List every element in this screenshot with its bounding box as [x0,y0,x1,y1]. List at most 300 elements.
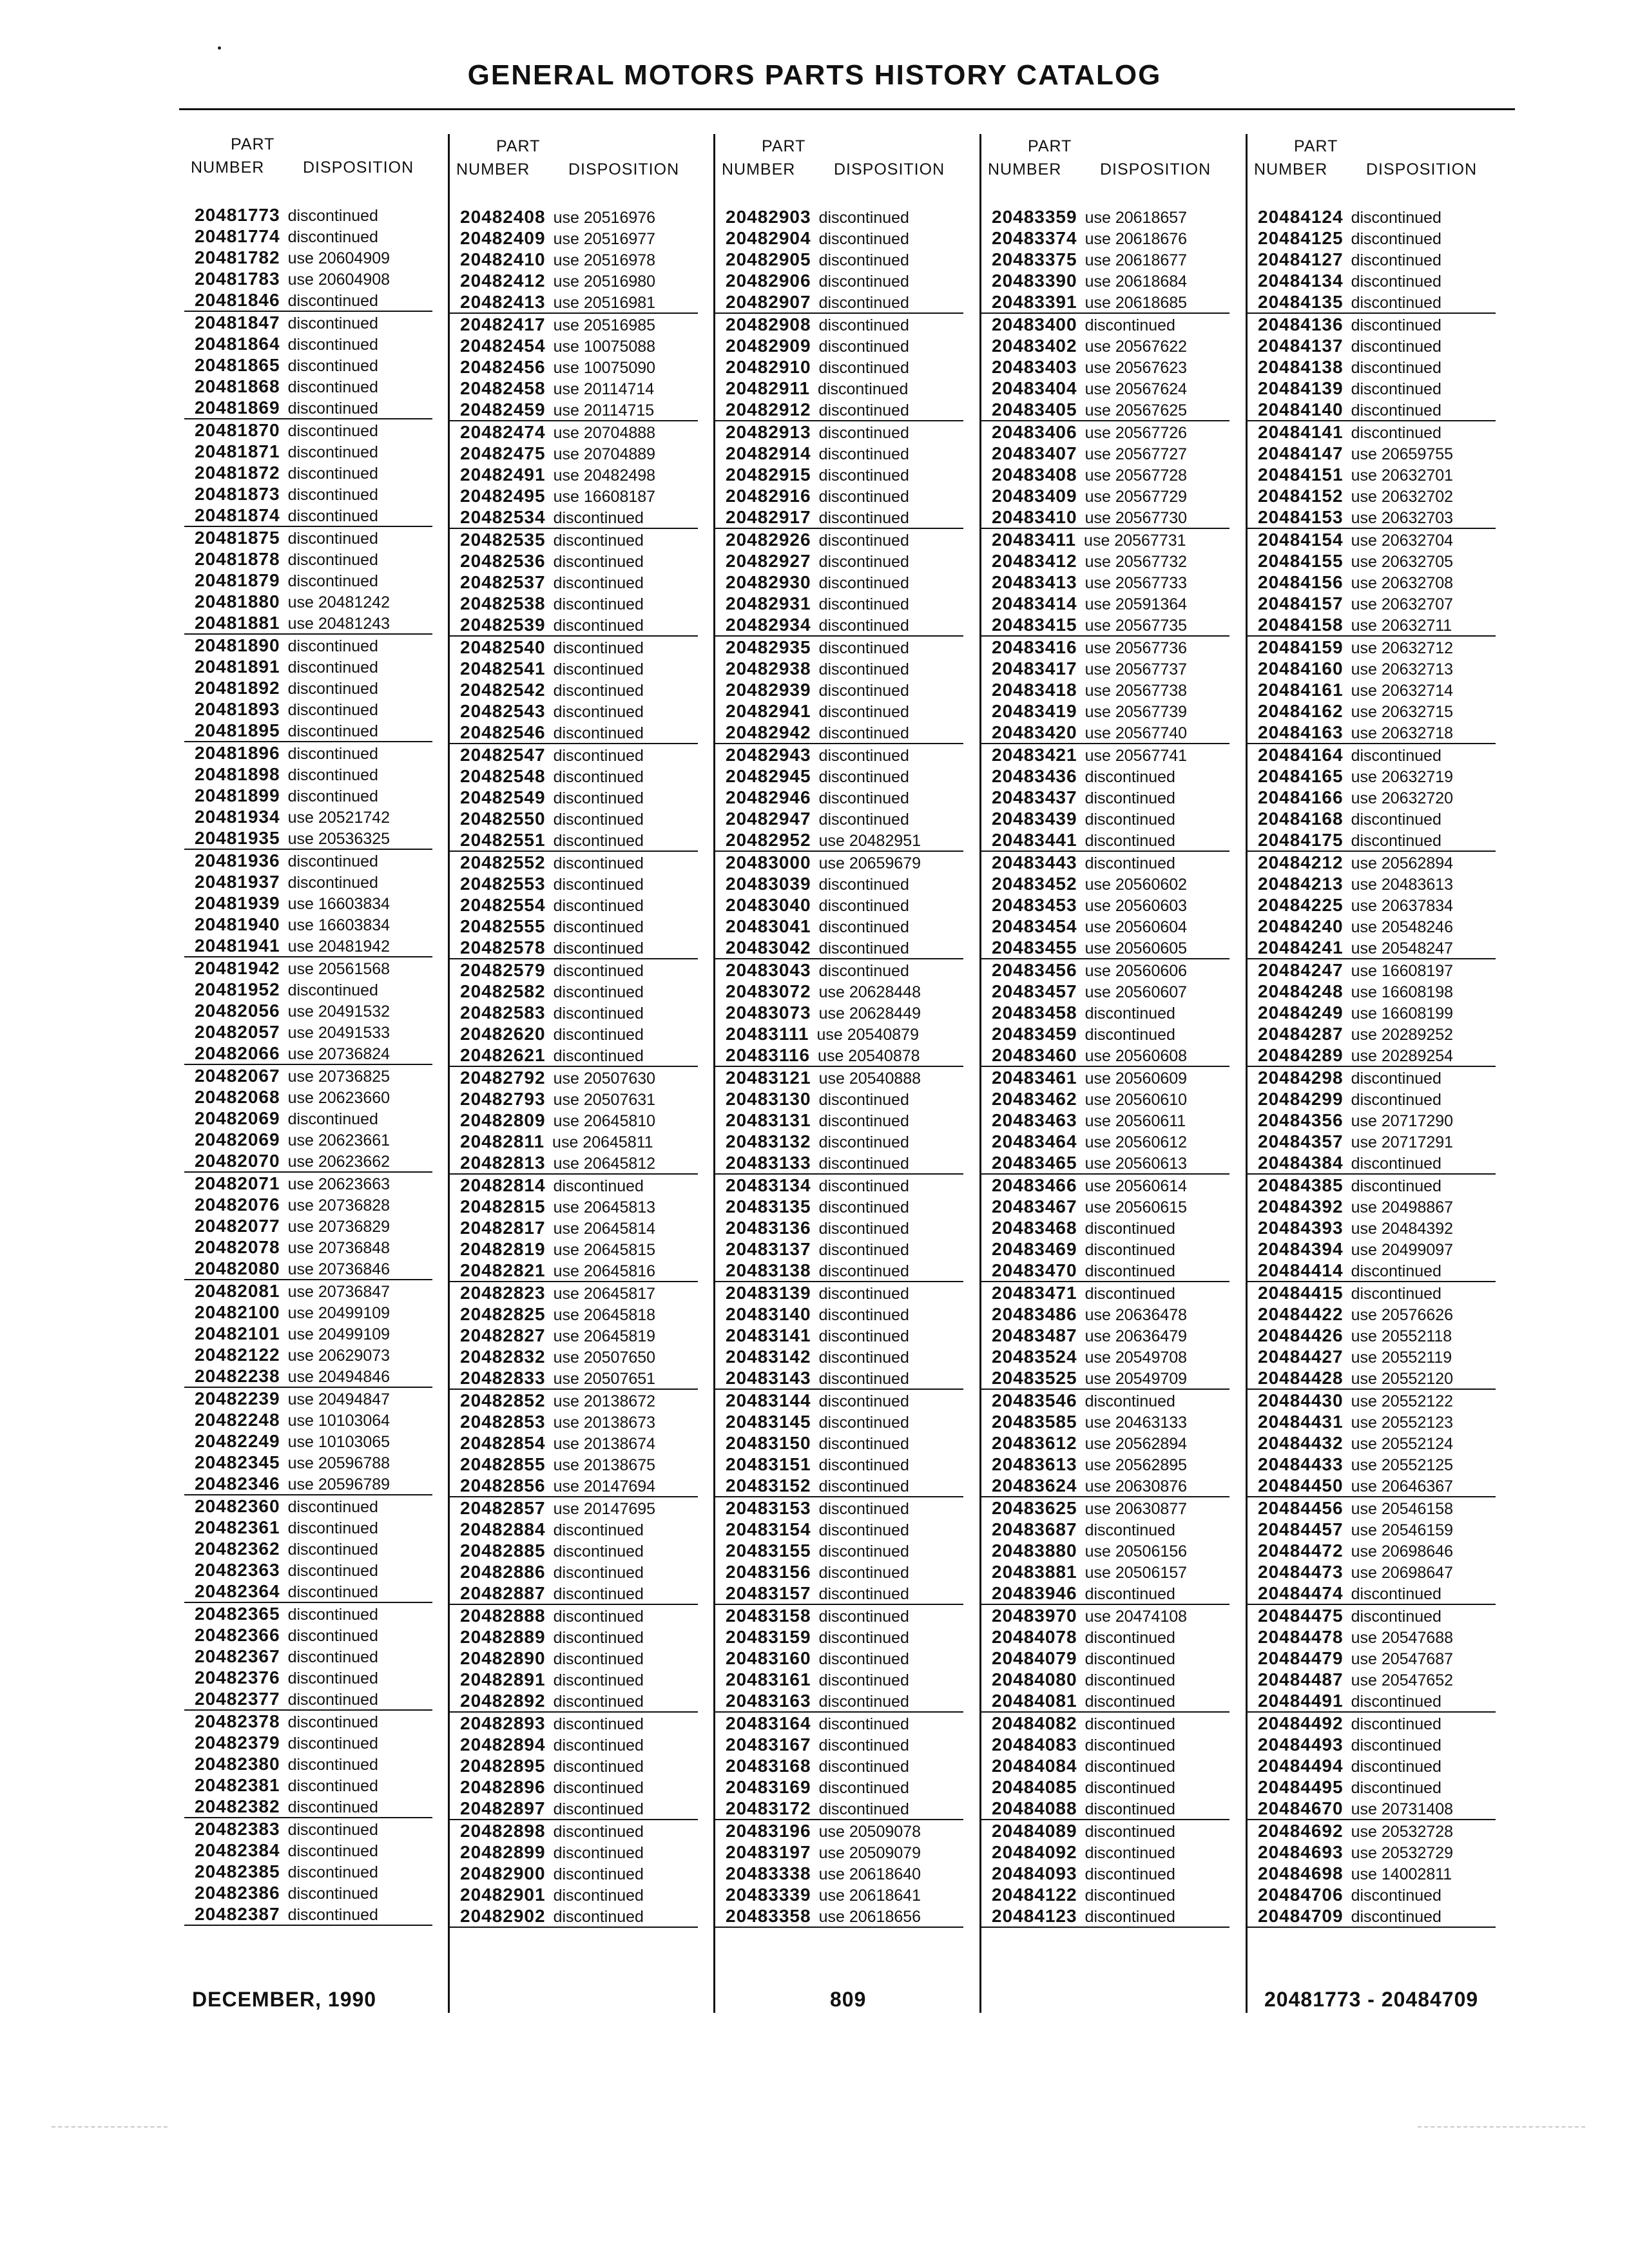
part-number: 20482582 [460,981,546,1001]
part-number: 20482365 [195,1604,280,1624]
catalog-row [981,614,1229,637]
catalog-row [715,1540,963,1561]
catalog-row [1248,1110,1496,1131]
disposition: discontinued [553,918,644,936]
catalog-row [450,572,698,593]
part-number: 20483464 [992,1131,1077,1151]
disposition: discontinued [1084,1736,1175,1754]
catalog-row [1248,1519,1496,1540]
part-number: 20481878 [195,549,280,569]
part-number: 20481942 [195,958,280,978]
disposition: use 20498867 [1351,1198,1454,1216]
part-number: 20481875 [195,528,280,548]
disposition: use 20546159 [1351,1521,1454,1539]
footer-page-number: 809 [830,1988,867,2011]
part-number: 20484152 [1258,486,1344,506]
catalog-row [1248,356,1496,378]
catalog-row [715,1669,963,1690]
disposition: use 20604909 [287,249,390,267]
disposition: discontinued [818,1262,909,1280]
part-number: 20482825 [460,1304,546,1324]
catalog-row [981,722,1229,744]
catalog-row [184,1409,432,1430]
catalog-row [450,1325,698,1346]
catalog-row [715,765,963,787]
catalog-row [981,1519,1229,1540]
catalog-row [450,378,698,399]
disposition: use 20540878 [818,1047,920,1065]
catalog-row [981,658,1229,679]
column-header [450,134,698,187]
part-number: 20482366 [195,1625,280,1645]
disposition: discontinued [818,1800,909,1818]
part-number: 20483116 [726,1045,811,1065]
disposition: discontinued [287,1498,378,1516]
catalog-row [715,1260,963,1282]
part-number: 20482364 [195,1581,280,1601]
part-number: 20483158 [726,1606,811,1626]
catalog-row [1248,1734,1496,1755]
part-number: 20483141 [726,1325,811,1345]
part-number: 20481871 [195,441,280,461]
disposition: discontinued [818,424,909,442]
catalog-row [450,658,698,679]
part-number: 20484225 [1258,895,1344,915]
catalog-row [715,291,963,314]
disposition: use 20623660 [287,1089,390,1107]
disposition: use 20560614 [1084,1177,1188,1195]
disposition: use 20560610 [1084,1091,1188,1109]
part-number: 20483400 [992,314,1077,334]
part-number: 20483461 [992,1068,1077,1088]
part-number: 20482534 [460,507,546,527]
catalog-row [715,1238,963,1260]
disposition: discontinued [287,1110,378,1128]
part-number: 20481783 [195,269,280,289]
part-number: 20482899 [460,1842,546,1862]
disposition: discontinued [1084,316,1175,334]
disposition: use 20646367 [1351,1477,1454,1495]
disposition: discontinued [553,1608,644,1626]
part-number: 20482417 [460,314,546,334]
disposition: use 20630877 [1084,1500,1188,1518]
disposition: use 20630876 [1084,1477,1188,1495]
catalog-row [715,1367,963,1390]
part-number: 20482057 [195,1022,280,1042]
part-number: 20481774 [195,226,280,246]
disposition: use 20546158 [1351,1500,1454,1518]
catalog-row [184,441,432,462]
catalog-row [981,1282,1229,1303]
disposition: discontinued [818,532,909,550]
disposition: use 20552123 [1351,1414,1454,1432]
catalog-row [1248,1605,1496,1626]
part-number: 20482363 [195,1560,280,1580]
disposition: discontinued [818,1414,909,1432]
catalog-row [450,335,698,356]
disposition: discontinued [818,380,909,398]
catalog-row [450,464,698,485]
disposition: discontinued [818,1671,909,1689]
disposition: discontinued [1084,768,1175,786]
disposition: use 20632713 [1351,660,1454,678]
catalog-row [1248,335,1496,356]
catalog-row [1248,937,1496,959]
catalog-row [715,614,963,637]
disposition: discontinued [287,1562,378,1580]
disposition: discontinued [818,1155,909,1173]
part-number: 20484698 [1258,1863,1344,1883]
disposition: discontinued [553,509,644,527]
disposition: use 20516980 [553,273,656,291]
catalog-row [450,808,698,829]
part-number: 20482539 [460,615,546,635]
disposition: use 20532728 [1351,1823,1454,1841]
disposition: discontinued [553,854,644,872]
disposition: use 20704888 [553,424,656,442]
disposition: use 20499109 [287,1304,390,1322]
catalog-row [184,1753,432,1774]
disposition: use 20507651 [553,1370,656,1388]
part-number: 20482901 [460,1885,546,1905]
part-number: 20482814 [460,1175,546,1195]
catalog-row [715,464,963,485]
part-number: 20483164 [726,1713,811,1733]
part-number: 20482549 [460,787,546,807]
catalog-row [450,1238,698,1260]
disposition: discontinued [818,488,909,506]
disposition: use 20521742 [287,809,390,827]
catalog-row [981,1755,1229,1776]
catalog-row [981,1196,1229,1217]
catalog-row [981,1776,1229,1798]
part-number: 20483042 [726,937,811,957]
disposition: use 20474108 [1084,1608,1188,1626]
part-number: 20482579 [460,960,546,980]
catalog-row [450,787,698,808]
disposition: use 20491532 [287,1003,390,1021]
disposition: discontinued [287,1648,378,1666]
part-number: 20483408 [992,465,1077,485]
disposition: use 20560615 [1084,1198,1188,1216]
part-number: 20482069 [195,1129,280,1149]
part-number: 20482819 [460,1239,546,1259]
catalog-row [1248,1863,1496,1884]
catalog-row [450,1519,698,1540]
catalog-row [981,1367,1229,1390]
catalog-row [1248,399,1496,421]
catalog-row [981,1713,1229,1734]
catalog-row [715,852,963,873]
catalog-row [1248,1152,1496,1175]
catalog-row [184,333,432,354]
catalog-row [450,1367,698,1390]
disposition: use 20632715 [1351,703,1454,721]
catalog-row [450,722,698,744]
disposition: discontinued [1351,811,1441,829]
part-number: 20484089 [992,1821,1077,1841]
disposition: discontinued [818,466,909,485]
part-header-line2: NUMBER [456,160,530,178]
part-number: 20483072 [726,981,811,1001]
disposition: use 20596788 [287,1454,390,1472]
part-number: 20482413 [460,292,546,312]
disposition: discontinued [818,747,909,765]
footer-part-range: 20481773 - 20484709 [1264,1988,1479,2011]
part-number: 20482066 [195,1043,280,1063]
disposition: use 20560602 [1084,876,1188,894]
part-number: 20483138 [726,1260,811,1280]
part-number: 20483139 [726,1283,811,1303]
disposition: use 16608197 [1351,962,1454,980]
catalog-row [981,787,1229,808]
part-number: 20484431 [1258,1412,1344,1432]
catalog-row [184,806,432,827]
catalog-row [184,892,432,914]
part-number: 20484122 [992,1885,1077,1905]
catalog-row [1248,1713,1496,1734]
part-number: 20481865 [195,355,280,375]
catalog-row [715,1303,963,1325]
catalog-row [981,765,1229,787]
disposition: discontinued [1084,1758,1175,1776]
part-number: 20481937 [195,872,280,892]
part-number: 20482535 [460,530,546,550]
catalog-row [450,614,698,637]
disposition: discontinued [553,939,644,957]
part-number: 20481846 [195,290,280,310]
part-number: 20481895 [195,720,280,740]
part-number: 20482547 [460,745,546,765]
catalog-row [715,227,963,249]
part-number: 20482080 [195,1258,280,1278]
disposition: use 16608187 [553,488,656,506]
catalog-row [184,1150,432,1173]
catalog-row [715,1282,963,1303]
catalog-row [450,1820,698,1841]
footer-date: DECEMBER, 1990 [192,1988,377,2011]
catalog-row [1248,1088,1496,1110]
disposition: discontinued [553,1779,644,1797]
catalog-row [184,1452,432,1473]
part-number: 20482071 [195,1173,280,1193]
disposition: discontinued [1084,1779,1175,1797]
catalog-row [1248,1820,1496,1841]
disposition: use 20591364 [1084,595,1188,613]
catalog-row [184,527,432,548]
disposition: discontinued [818,1542,909,1561]
disposition: discontinued [287,1842,378,1860]
part-number: 20482827 [460,1325,546,1345]
disposition: discontinued [287,551,378,569]
disposition: use 20147695 [553,1500,656,1518]
catalog-row [981,1175,1229,1196]
catalog-row [715,314,963,335]
part-number: 20483459 [992,1024,1077,1044]
catalog-row [981,485,1229,506]
catalog-row [1248,1561,1496,1582]
disposition: use 20567732 [1084,553,1188,571]
part-number: 20483403 [992,357,1077,377]
disposition: use 20567730 [1084,509,1188,527]
disposition: discontinued [818,1112,909,1130]
part-number: 20482554 [460,895,546,915]
disposition: discontinued [1351,230,1441,248]
part-number: 20484494 [1258,1756,1344,1776]
catalog-row [1248,1648,1496,1669]
part-number: 20482542 [460,680,546,700]
disposition: use 20628448 [818,983,921,1001]
disposition: discontinued [287,1735,378,1753]
part-header-line2: NUMBER [1254,160,1328,178]
part-number: 20484141 [1258,422,1344,442]
catalog-row [184,1840,432,1861]
part-number: 20484299 [1258,1089,1344,1109]
catalog-row [715,1454,963,1475]
part-number: 20481934 [195,807,280,827]
catalog-row [715,270,963,291]
disposition: use 20552122 [1351,1392,1454,1410]
part-number: 20484156 [1258,572,1344,592]
disposition: discontinued [287,722,378,740]
part-number: 20484426 [1258,1325,1344,1345]
catalog-row [450,1196,698,1217]
catalog-row [981,399,1229,421]
part-number: 20483135 [726,1196,811,1216]
catalog-row [715,356,963,378]
part-number: 20482238 [195,1366,280,1386]
disposition: discontinued [553,768,644,786]
disposition: discontinued [818,553,909,571]
disposition: use 20736847 [287,1283,390,1301]
disposition: use 20509078 [818,1823,921,1841]
disposition: use 20618676 [1084,230,1188,248]
disposition: use 20138674 [553,1435,656,1453]
disposition: discontinued [818,209,909,227]
part-number: 20482454 [460,336,546,356]
part-number: 20483121 [726,1068,811,1088]
catalog-column-5 [1246,134,1496,2013]
disposition: use 20632702 [1351,488,1454,506]
catalog-row [184,1258,432,1280]
catalog-row [1248,744,1496,765]
catalog-row [184,612,432,635]
disposition: discontinued [818,509,909,527]
part-number: 20483417 [992,658,1077,678]
catalog-row [450,1755,698,1776]
part-number: 20482068 [195,1087,280,1107]
disposition: use 20596789 [287,1475,390,1494]
part-number: 20484392 [1258,1196,1344,1216]
disposition: discontinued [1351,1091,1441,1109]
catalog-row [1248,1367,1496,1390]
catalog-row [715,1626,963,1648]
catalog-row [715,1432,963,1454]
disposition: discontinued [287,486,378,504]
catalog-row [450,637,698,658]
disposition: use 20560603 [1084,897,1188,915]
disposition: discontinued [553,574,644,592]
part-number: 20483625 [992,1498,1077,1518]
catalog-row [450,981,698,1002]
catalog-row [1248,1217,1496,1238]
disposition: discontinued [1351,1779,1441,1797]
part-number: 20483441 [992,830,1077,850]
catalog-row [450,1175,698,1196]
disposition: use 20645811 [552,1133,653,1151]
catalog-row [184,247,432,268]
part-number: 20481941 [195,936,280,956]
catalog-row [1248,614,1496,637]
disposition: discontinued [1084,1800,1175,1818]
disposition: discontinued [553,703,644,721]
disposition: use 20628449 [818,1004,921,1023]
part-number: 20484493 [1258,1735,1344,1754]
disposition: use 20147694 [553,1477,656,1495]
disposition: discontinued [818,1392,909,1410]
catalog-row [450,291,698,314]
part-number: 20483437 [992,787,1077,807]
disposition: discontinued [553,1521,644,1539]
part-number: 20482412 [460,271,546,291]
part-number: 20482942 [726,722,811,742]
catalog-row [981,1411,1229,1432]
part-number: 20483613 [992,1454,1077,1474]
catalog-row [1248,1044,1496,1067]
disposition: use 20632718 [1351,724,1454,742]
part-number: 20484154 [1258,530,1344,550]
catalog-row [715,443,963,464]
part-number: 20484241 [1258,937,1344,957]
disposition: use 20645810 [553,1112,656,1130]
catalog-row [450,356,698,378]
part-number: 20483404 [992,378,1077,398]
disposition: discontinued [818,1133,909,1151]
part-number: 20482548 [460,766,546,786]
catalog-row [1248,572,1496,593]
catalog-row [450,1260,698,1282]
part-number: 20483358 [726,1906,811,1926]
disposition: use 20560608 [1084,1047,1188,1065]
part-number: 20484124 [1258,207,1344,227]
catalog-row [450,1454,698,1475]
disposition: discontinued [1351,401,1441,419]
disposition: discontinued [553,1650,644,1668]
part-number: 20483390 [992,271,1077,291]
part-number: 20484083 [992,1735,1077,1754]
catalog-row [715,1346,963,1367]
disposition: use 20623663 [287,1175,390,1193]
catalog-row [1248,421,1496,443]
catalog-row [184,1711,432,1732]
disposition: use 20114715 [553,401,655,419]
part-number: 20482081 [195,1281,280,1301]
catalog-row [981,378,1229,399]
disposition: discontinued [1351,209,1441,227]
part-number: 20483111 [726,1024,809,1044]
part-number: 20483161 [726,1669,811,1689]
disposition: use 20506157 [1084,1564,1188,1582]
disposition: use 20636479 [1084,1327,1188,1345]
disposition: use 20632707 [1351,595,1454,613]
disposition: use 20632711 [1351,617,1452,635]
disposition: use 20731408 [1351,1800,1454,1818]
disposition: use 20623662 [287,1153,390,1171]
catalog-row [981,421,1229,443]
catalog-row [450,744,698,765]
part-number: 20483172 [726,1798,811,1818]
catalog-row [981,1626,1229,1648]
